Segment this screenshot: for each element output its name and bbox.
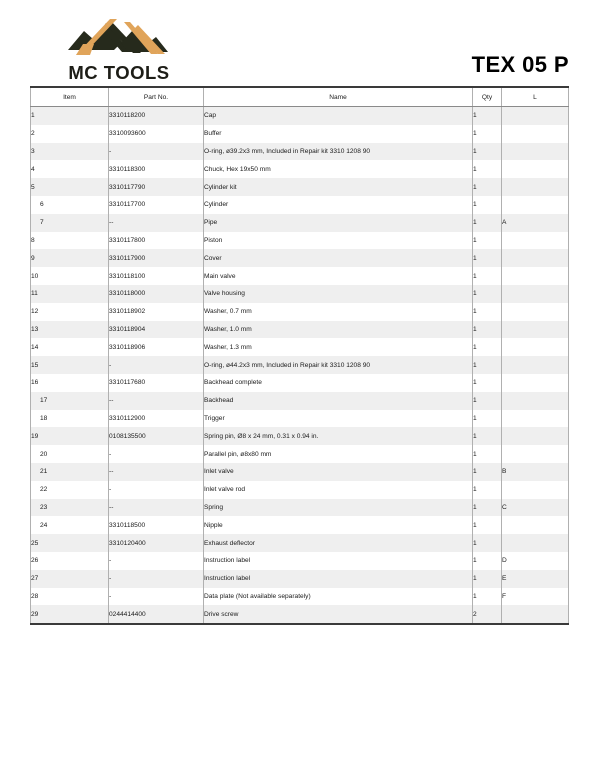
table-row xyxy=(31,356,569,374)
cell-qty: 1 xyxy=(473,214,502,232)
cell-name: Cylinder xyxy=(204,196,473,214)
cell-name: Data plate (Not available separately) xyxy=(204,588,473,606)
column-header-l: L xyxy=(502,87,569,107)
cell-item: 13 xyxy=(31,321,109,339)
cell-item: 8 xyxy=(31,232,109,250)
cell-item: 4 xyxy=(31,160,109,178)
mountain-peaks-logo-icon xyxy=(58,13,180,63)
cell-item: 9 xyxy=(31,249,109,267)
cell-qty: 1 xyxy=(473,232,502,250)
cell-l xyxy=(502,303,569,321)
cell-name: Instruction label xyxy=(204,552,473,570)
cell-part-no: - xyxy=(109,143,204,161)
column-header-part-no: Part No. xyxy=(109,87,204,107)
table-row xyxy=(31,463,569,481)
cell-l xyxy=(502,481,569,499)
cell-name: Chuck, Hex 19x50 mm xyxy=(204,160,473,178)
table-header-row xyxy=(31,87,569,107)
table-row xyxy=(31,321,569,339)
cell-l xyxy=(502,392,569,410)
cell-name: Main valve xyxy=(204,267,473,285)
cell-qty: 1 xyxy=(473,107,502,125)
cell-name: Exhaust deflector xyxy=(204,534,473,552)
cell-qty: 1 xyxy=(473,267,502,285)
table-row xyxy=(31,374,569,392)
table-row xyxy=(31,605,569,624)
cell-item: 23 xyxy=(31,499,109,517)
cell-item: 24 xyxy=(31,516,109,534)
table-row xyxy=(31,267,569,285)
table-row xyxy=(31,445,569,463)
cell-name: Valve housing xyxy=(204,285,473,303)
cell-qty: 1 xyxy=(473,178,502,196)
cell-l xyxy=(502,232,569,250)
cell-part-no: 3310118906 xyxy=(109,338,204,356)
cell-qty: 1 xyxy=(473,196,502,214)
cell-name: Backhead complete xyxy=(204,374,473,392)
cell-item: 16 xyxy=(31,374,109,392)
cell-item: 17 xyxy=(31,392,109,410)
cell-part-no: - xyxy=(109,356,204,374)
cell-l: F xyxy=(502,588,569,606)
cell-item: 29 xyxy=(31,605,109,624)
table-row xyxy=(31,160,569,178)
cell-qty: 1 xyxy=(473,427,502,445)
cell-item: 22 xyxy=(31,481,109,499)
table-row xyxy=(31,552,569,570)
cell-part-no: 3310117790 xyxy=(109,178,204,196)
cell-qty: 1 xyxy=(473,445,502,463)
cell-qty: 1 xyxy=(473,410,502,428)
cell-name: Pipe xyxy=(204,214,473,232)
cell-qty: 2 xyxy=(473,605,502,624)
cell-item: 18 xyxy=(31,410,109,428)
cell-name: Trigger xyxy=(204,410,473,428)
cell-l xyxy=(502,249,569,267)
table-row xyxy=(31,534,569,552)
cell-name: Inlet valve xyxy=(204,463,473,481)
column-header-name: Name xyxy=(204,87,473,107)
cell-l xyxy=(502,107,569,125)
cell-item: 2 xyxy=(31,125,109,143)
cell-l xyxy=(502,196,569,214)
cell-part-no: - xyxy=(109,445,204,463)
cell-part-no: 3310117700 xyxy=(109,196,204,214)
cell-l xyxy=(502,338,569,356)
cell-qty: 1 xyxy=(473,285,502,303)
table-row xyxy=(31,516,569,534)
cell-item: 27 xyxy=(31,570,109,588)
cell-item: 28 xyxy=(31,588,109,606)
parts-table-container xyxy=(30,86,568,625)
cell-qty: 1 xyxy=(473,516,502,534)
table-body xyxy=(31,107,569,625)
cell-l xyxy=(502,143,569,161)
cell-name: Piston xyxy=(204,232,473,250)
cell-item: 10 xyxy=(31,267,109,285)
cell-qty: 1 xyxy=(473,463,502,481)
cell-qty: 1 xyxy=(473,499,502,517)
cell-part-no: 3310118902 xyxy=(109,303,204,321)
cell-name: Buffer xyxy=(204,125,473,143)
table-row xyxy=(31,481,569,499)
parts-list-table xyxy=(30,86,569,625)
cell-part-no: - xyxy=(109,552,204,570)
cell-part-no: 3310093600 xyxy=(109,125,204,143)
cell-part-no: 0244414400 xyxy=(109,605,204,624)
cell-part-no: 0108135500 xyxy=(109,427,204,445)
cell-item: 5 xyxy=(31,178,109,196)
cell-part-no: -- xyxy=(109,463,204,481)
cell-part-no: -- xyxy=(109,214,204,232)
column-header-qty: Qty xyxy=(473,87,502,107)
cell-part-no: 3310117800 xyxy=(109,232,204,250)
cell-item: 20 xyxy=(31,445,109,463)
table-row xyxy=(31,427,569,445)
cell-item: 3 xyxy=(31,143,109,161)
cell-item: 26 xyxy=(31,552,109,570)
table-row xyxy=(31,588,569,606)
cell-l xyxy=(502,516,569,534)
cell-qty: 1 xyxy=(473,552,502,570)
cell-qty: 1 xyxy=(473,338,502,356)
cell-name: Washer, 1.0 mm xyxy=(204,321,473,339)
cell-qty: 1 xyxy=(473,481,502,499)
table-header xyxy=(31,87,569,107)
cell-part-no: 3310118904 xyxy=(109,321,204,339)
cell-name: Cylinder kit xyxy=(204,178,473,196)
cell-qty: 1 xyxy=(473,249,502,267)
cell-name: O-ring, ø44.2x3 mm, Included in Repair kit 3310 1208 90 xyxy=(204,356,473,374)
cell-name: Spring pin, Ø8 x 24 mm, 0.31 x 0.94 in. xyxy=(204,427,473,445)
cell-part-no: -- xyxy=(109,392,204,410)
cell-l xyxy=(502,321,569,339)
cell-item: 25 xyxy=(31,534,109,552)
cell-item: 7 xyxy=(31,214,109,232)
cell-l: D xyxy=(502,552,569,570)
cell-item: 14 xyxy=(31,338,109,356)
cell-l xyxy=(502,356,569,374)
table-row xyxy=(31,107,569,125)
cell-qty: 1 xyxy=(473,303,502,321)
page-header xyxy=(0,0,605,86)
cell-qty: 1 xyxy=(473,588,502,606)
table-row xyxy=(31,392,569,410)
table-row xyxy=(31,410,569,428)
cell-l xyxy=(502,605,569,624)
cell-l xyxy=(502,410,569,428)
cell-l xyxy=(502,285,569,303)
cell-qty: 1 xyxy=(473,125,502,143)
cell-name: Nipple xyxy=(204,516,473,534)
cell-part-no: 3310118000 xyxy=(109,285,204,303)
table-row xyxy=(31,285,569,303)
cell-l xyxy=(502,125,569,143)
cell-name: Inlet valve rod xyxy=(204,481,473,499)
cell-l xyxy=(502,534,569,552)
cell-qty: 1 xyxy=(473,534,502,552)
table-row xyxy=(31,214,569,232)
cell-item: 1 xyxy=(31,107,109,125)
cell-name: Cover xyxy=(204,249,473,267)
cell-l: C xyxy=(502,499,569,517)
cell-name: Drive screw xyxy=(204,605,473,624)
cell-name: Instruction label xyxy=(204,570,473,588)
cell-name: Washer, 1.3 mm xyxy=(204,338,473,356)
cell-qty: 1 xyxy=(473,392,502,410)
cell-item: 15 xyxy=(31,356,109,374)
cell-part-no: 3310117680 xyxy=(109,374,204,392)
cell-part-no: 3310118100 xyxy=(109,267,204,285)
cell-name: Spring xyxy=(204,499,473,517)
table-row xyxy=(31,143,569,161)
column-header-item: Item xyxy=(31,87,109,107)
brand-logo-block xyxy=(58,13,180,83)
cell-part-no: - xyxy=(109,588,204,606)
cell-l xyxy=(502,178,569,196)
table-row xyxy=(31,303,569,321)
brand-name: MC TOOLS xyxy=(68,61,170,83)
cell-qty: 1 xyxy=(473,570,502,588)
cell-name: Backhead xyxy=(204,392,473,410)
cell-qty: 1 xyxy=(473,374,502,392)
cell-l xyxy=(502,374,569,392)
cell-l xyxy=(502,160,569,178)
table-row xyxy=(31,178,569,196)
cell-qty: 1 xyxy=(473,321,502,339)
cell-l: B xyxy=(502,463,569,481)
cell-l: E xyxy=(502,570,569,588)
cell-part-no: 3310118500 xyxy=(109,516,204,534)
cell-qty: 1 xyxy=(473,356,502,374)
cell-name: Parallel pin, ø8x80 mm xyxy=(204,445,473,463)
cell-name: Washer, 0.7 mm xyxy=(204,303,473,321)
cell-name: Cap xyxy=(204,107,473,125)
cell-l xyxy=(502,427,569,445)
table-row xyxy=(31,249,569,267)
cell-l xyxy=(502,445,569,463)
table-row xyxy=(31,196,569,214)
cell-part-no: 3310112900 xyxy=(109,410,204,428)
cell-l xyxy=(502,267,569,285)
cell-item: 12 xyxy=(31,303,109,321)
table-row xyxy=(31,499,569,517)
cell-item: 21 xyxy=(31,463,109,481)
cell-item: 11 xyxy=(31,285,109,303)
table-row xyxy=(31,125,569,143)
cell-qty: 1 xyxy=(473,160,502,178)
table-row xyxy=(31,338,569,356)
document-title: TEX 05 P xyxy=(471,52,569,77)
cell-name: O-ring, ø39.2x3 mm, Included in Repair kit 3310 1208 90 xyxy=(204,143,473,161)
cell-part-no: 3310118200 xyxy=(109,107,204,125)
cell-part-no: 3310117900 xyxy=(109,249,204,267)
cell-part-no: - xyxy=(109,570,204,588)
cell-qty: 1 xyxy=(473,143,502,161)
cell-part-no: 3310118300 xyxy=(109,160,204,178)
cell-part-no: -- xyxy=(109,499,204,517)
cell-item: 6 xyxy=(31,196,109,214)
table-row xyxy=(31,232,569,250)
cell-part-no: 3310120400 xyxy=(109,534,204,552)
cell-l: A xyxy=(502,214,569,232)
cell-part-no: - xyxy=(109,481,204,499)
table-row xyxy=(31,570,569,588)
cell-item: 19 xyxy=(31,427,109,445)
